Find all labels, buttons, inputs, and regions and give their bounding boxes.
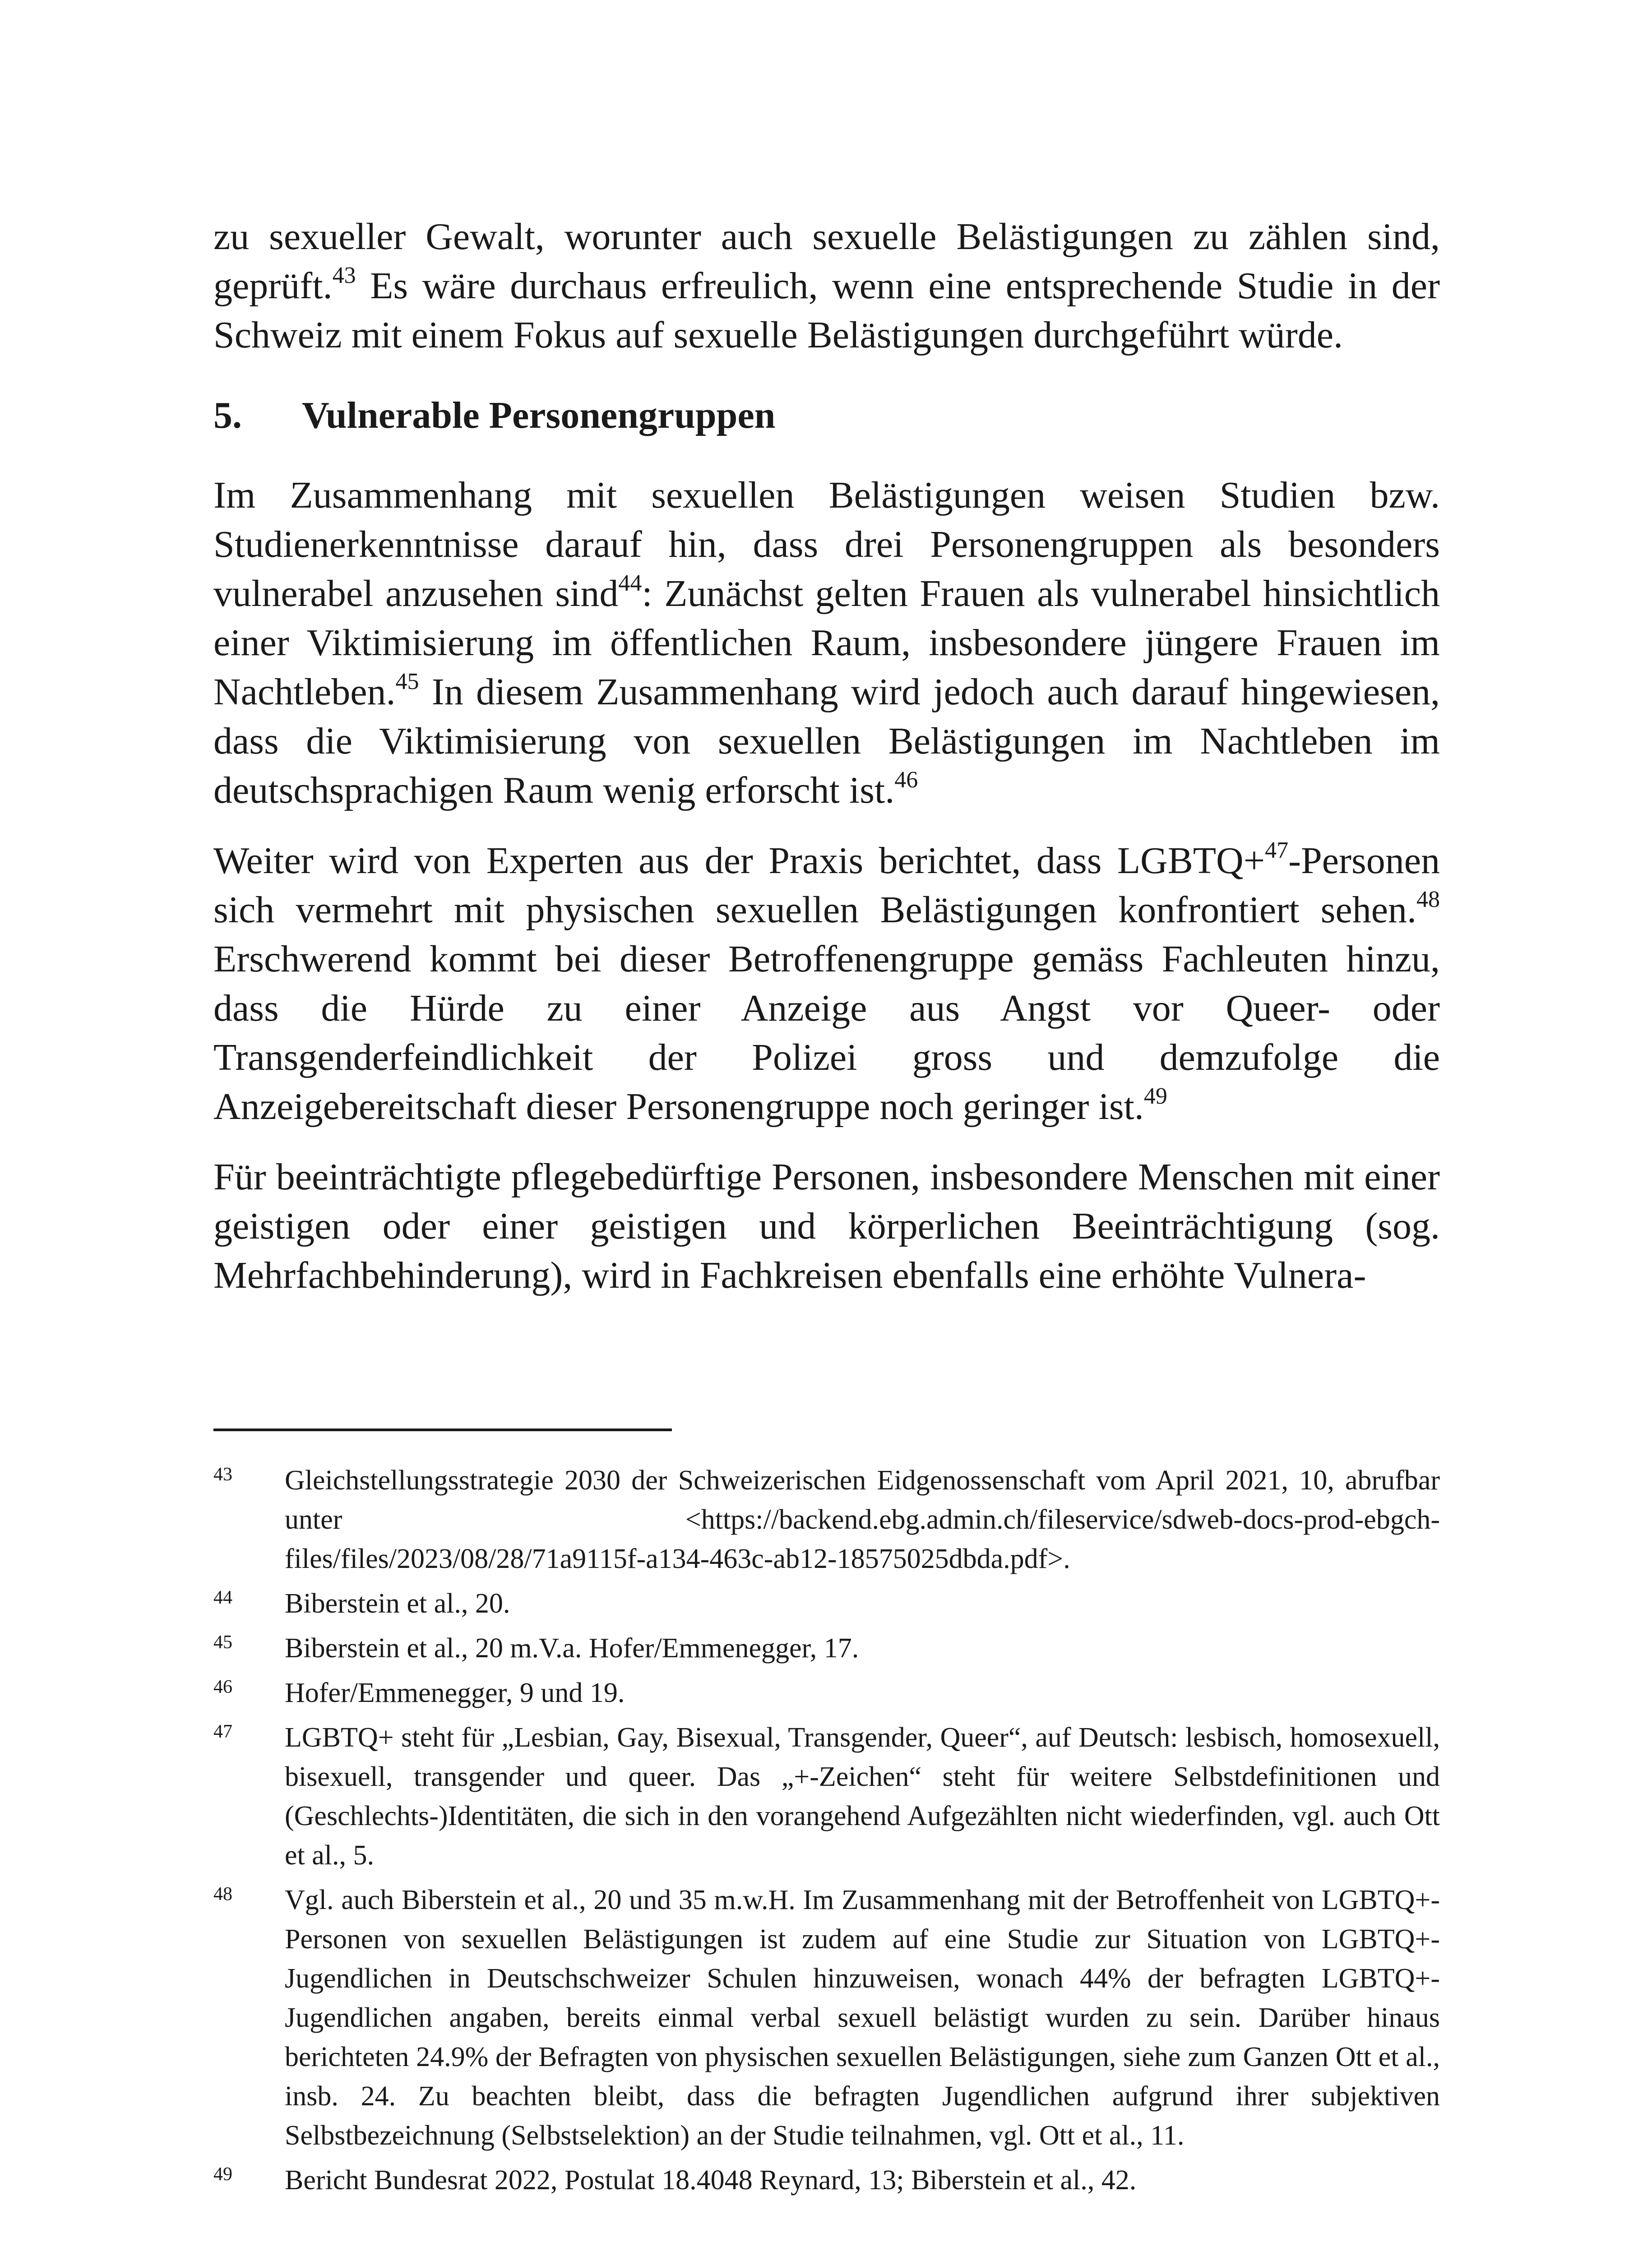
footnote bbox=[213, 1881, 1440, 2155]
footnote-ref[interactable]: 45 bbox=[395, 669, 419, 694]
footnote-ref[interactable]: 46 bbox=[894, 767, 918, 793]
footnote bbox=[213, 1584, 1440, 1623]
footnote-divider bbox=[213, 1428, 672, 1431]
main-text bbox=[213, 212, 1440, 1321]
text: -Personen sich vermehrt mit physischen sexuellen Belästigungen konfrontiert sehen. bbox=[213, 840, 1440, 931]
text: Weiter wird von Experten aus der Praxis berichtet, dass LGBTQ+ bbox=[213, 840, 1265, 882]
footnote-number: 48 bbox=[213, 1884, 232, 1905]
footnote-text: Bericht Bundesrat 2022, Postulat 18.4048 Reynard, 13; Biberstein et al., 42. bbox=[285, 2165, 1137, 2196]
footnote-text: Vgl. auch Biberstein et al., 20 und 35 m.w.H. Im Zusammenhang mit der Betroffenheit von LGBTQ+-Personen von sexuellen Belästigungen ist zudem auf eine Studie zur Situation von LGBTQ+-Jugendlichen in Deutschschweizer Schulen hinzuweisen, wonach 44% der befragten LGBTQ+-Jugendlichen angaben, bereits einmal verbal sexuell belästigt wurden zu sein. Darüber hinaus berichteten 24.9% der Befragten von physischen sexuellen Belästigungen, siehe zum Ganzen Ott et al., insb. 24. Zu beachten bleibt, dass die befragten Jugendlichen aufgrund ihrer subjektiven Selbstbezeichnung (Selbstselektion) an der Studie teilnahmen, vgl. Ott et al., 11. bbox=[285, 1885, 1440, 2151]
text: : Zunächst gelten Frauen als vulnerabel hinsichtlich einer Viktimisierung im öffentlichen Raum, insbesondere jüngere Frauen im Nachtleben. bbox=[213, 573, 1440, 713]
footnote-number: 43 bbox=[213, 1464, 232, 1485]
footnote bbox=[213, 1461, 1440, 1579]
text: Es wäre durchaus erfreulich, wenn eine entsprechende Studie in der Schweiz mit einem Fokus auf sexuelle Belästigungen durchgeführt würde. bbox=[213, 265, 1440, 356]
footnote-ref[interactable]: 44 bbox=[618, 570, 642, 596]
footnote-number: 46 bbox=[213, 1677, 232, 1697]
section-number: 5. bbox=[213, 394, 242, 436]
footnote-number: 47 bbox=[213, 1721, 232, 1742]
footnote-number: 49 bbox=[213, 2164, 232, 2185]
section-heading bbox=[213, 391, 1440, 440]
footnote-ref[interactable]: 48 bbox=[1416, 887, 1440, 912]
footnote bbox=[213, 1674, 1440, 1713]
text: Erschwerend kommt bei dieser Betroffenengruppe gemäss Fachleuten hinzu, dass die Hürde zu einer Anzeige aus Angst vor Queer- oder Transgenderfeindlichkeit der Polizei gross und demzufolge die Anzeigebereitschaft dieser Personengruppe noch geringer ist. bbox=[213, 938, 1440, 1128]
paragraph bbox=[213, 836, 1440, 1131]
footnote-ref[interactable]: 43 bbox=[332, 263, 356, 288]
footnote-number: 45 bbox=[213, 1632, 232, 1653]
footnote-text: Hofer/Emmenegger, 9 und 19. bbox=[285, 1678, 625, 1708]
footnote-ref[interactable]: 49 bbox=[1143, 1083, 1167, 1109]
footnote-text: LGBTQ+ steht für „Lesbian, Gay, Bisexual, Transgender, Queer“, auf Deutsch: lesbisch, homosexuell, bisexuell, transgender und queer. Das „+-Zeichen“ steht für weitere Selbstdefinitionen und (Geschlechts-)Identitäten, die sich in den vorangehend Aufgezählten nicht wiederfinden, vgl. auch Ott et al., 5. bbox=[285, 1722, 1440, 1871]
text: Für beeinträchtigte pflegebedürftige Personen, insbesondere Menschen mit einer geistigen oder einer geistigen und körperlichen Beeinträchtigung (sog. Mehrfachbehinderung), wird in Fachkreisen ebenfalls eine erhöhte Vulnera- bbox=[213, 1156, 1440, 1296]
footnote-text: Biberstein et al., 20 m.V.a. Hofer/Emmenegger, 17. bbox=[285, 1633, 859, 1664]
footnote-number: 44 bbox=[213, 1587, 232, 1608]
text: Im Zusammenhang mit sexuellen Belästigungen weisen Studien bzw. Studienerkenntnisse darauf hin, dass drei Personengruppen als besonders vulnerabel anzusehen sind bbox=[213, 474, 1440, 615]
footnotes bbox=[213, 1461, 1440, 2205]
footnote bbox=[213, 1718, 1440, 1875]
text: In diesem Zusammenhang wird jedoch auch darauf hingewiesen, dass die Viktimisierung von sexuellen Belästigungen im Nachtleben im deutschsprachigen Raum wenig erforscht ist. bbox=[213, 671, 1440, 811]
text: zu sexueller Gewalt, worunter auch sexuelle Belästigungen zu zählen sind, geprüft. bbox=[213, 216, 1440, 307]
footnote bbox=[213, 1629, 1440, 1668]
footnote-text: Gleichstellungsstrategie 2030 der Schweizerischen Eidgenossenschaft vom April 2021, 10, abrufbar unter <https://backend.ebg.admin.ch/fileservice/sdweb-docs-prod-ebgch-files/files/2023/08/28/71a9115f-a134-463c-ab12-18575025dbda.pdf>. bbox=[285, 1465, 1440, 1574]
footnote-ref[interactable]: 47 bbox=[1265, 837, 1289, 863]
footnote-text: Biberstein et al., 20. bbox=[285, 1588, 510, 1619]
paragraph bbox=[213, 1152, 1440, 1300]
section-title: Vulnerable Personengruppen bbox=[302, 394, 776, 436]
footnote bbox=[213, 2161, 1440, 2200]
paragraph bbox=[213, 471, 1440, 815]
paragraph-continuation bbox=[213, 212, 1440, 360]
